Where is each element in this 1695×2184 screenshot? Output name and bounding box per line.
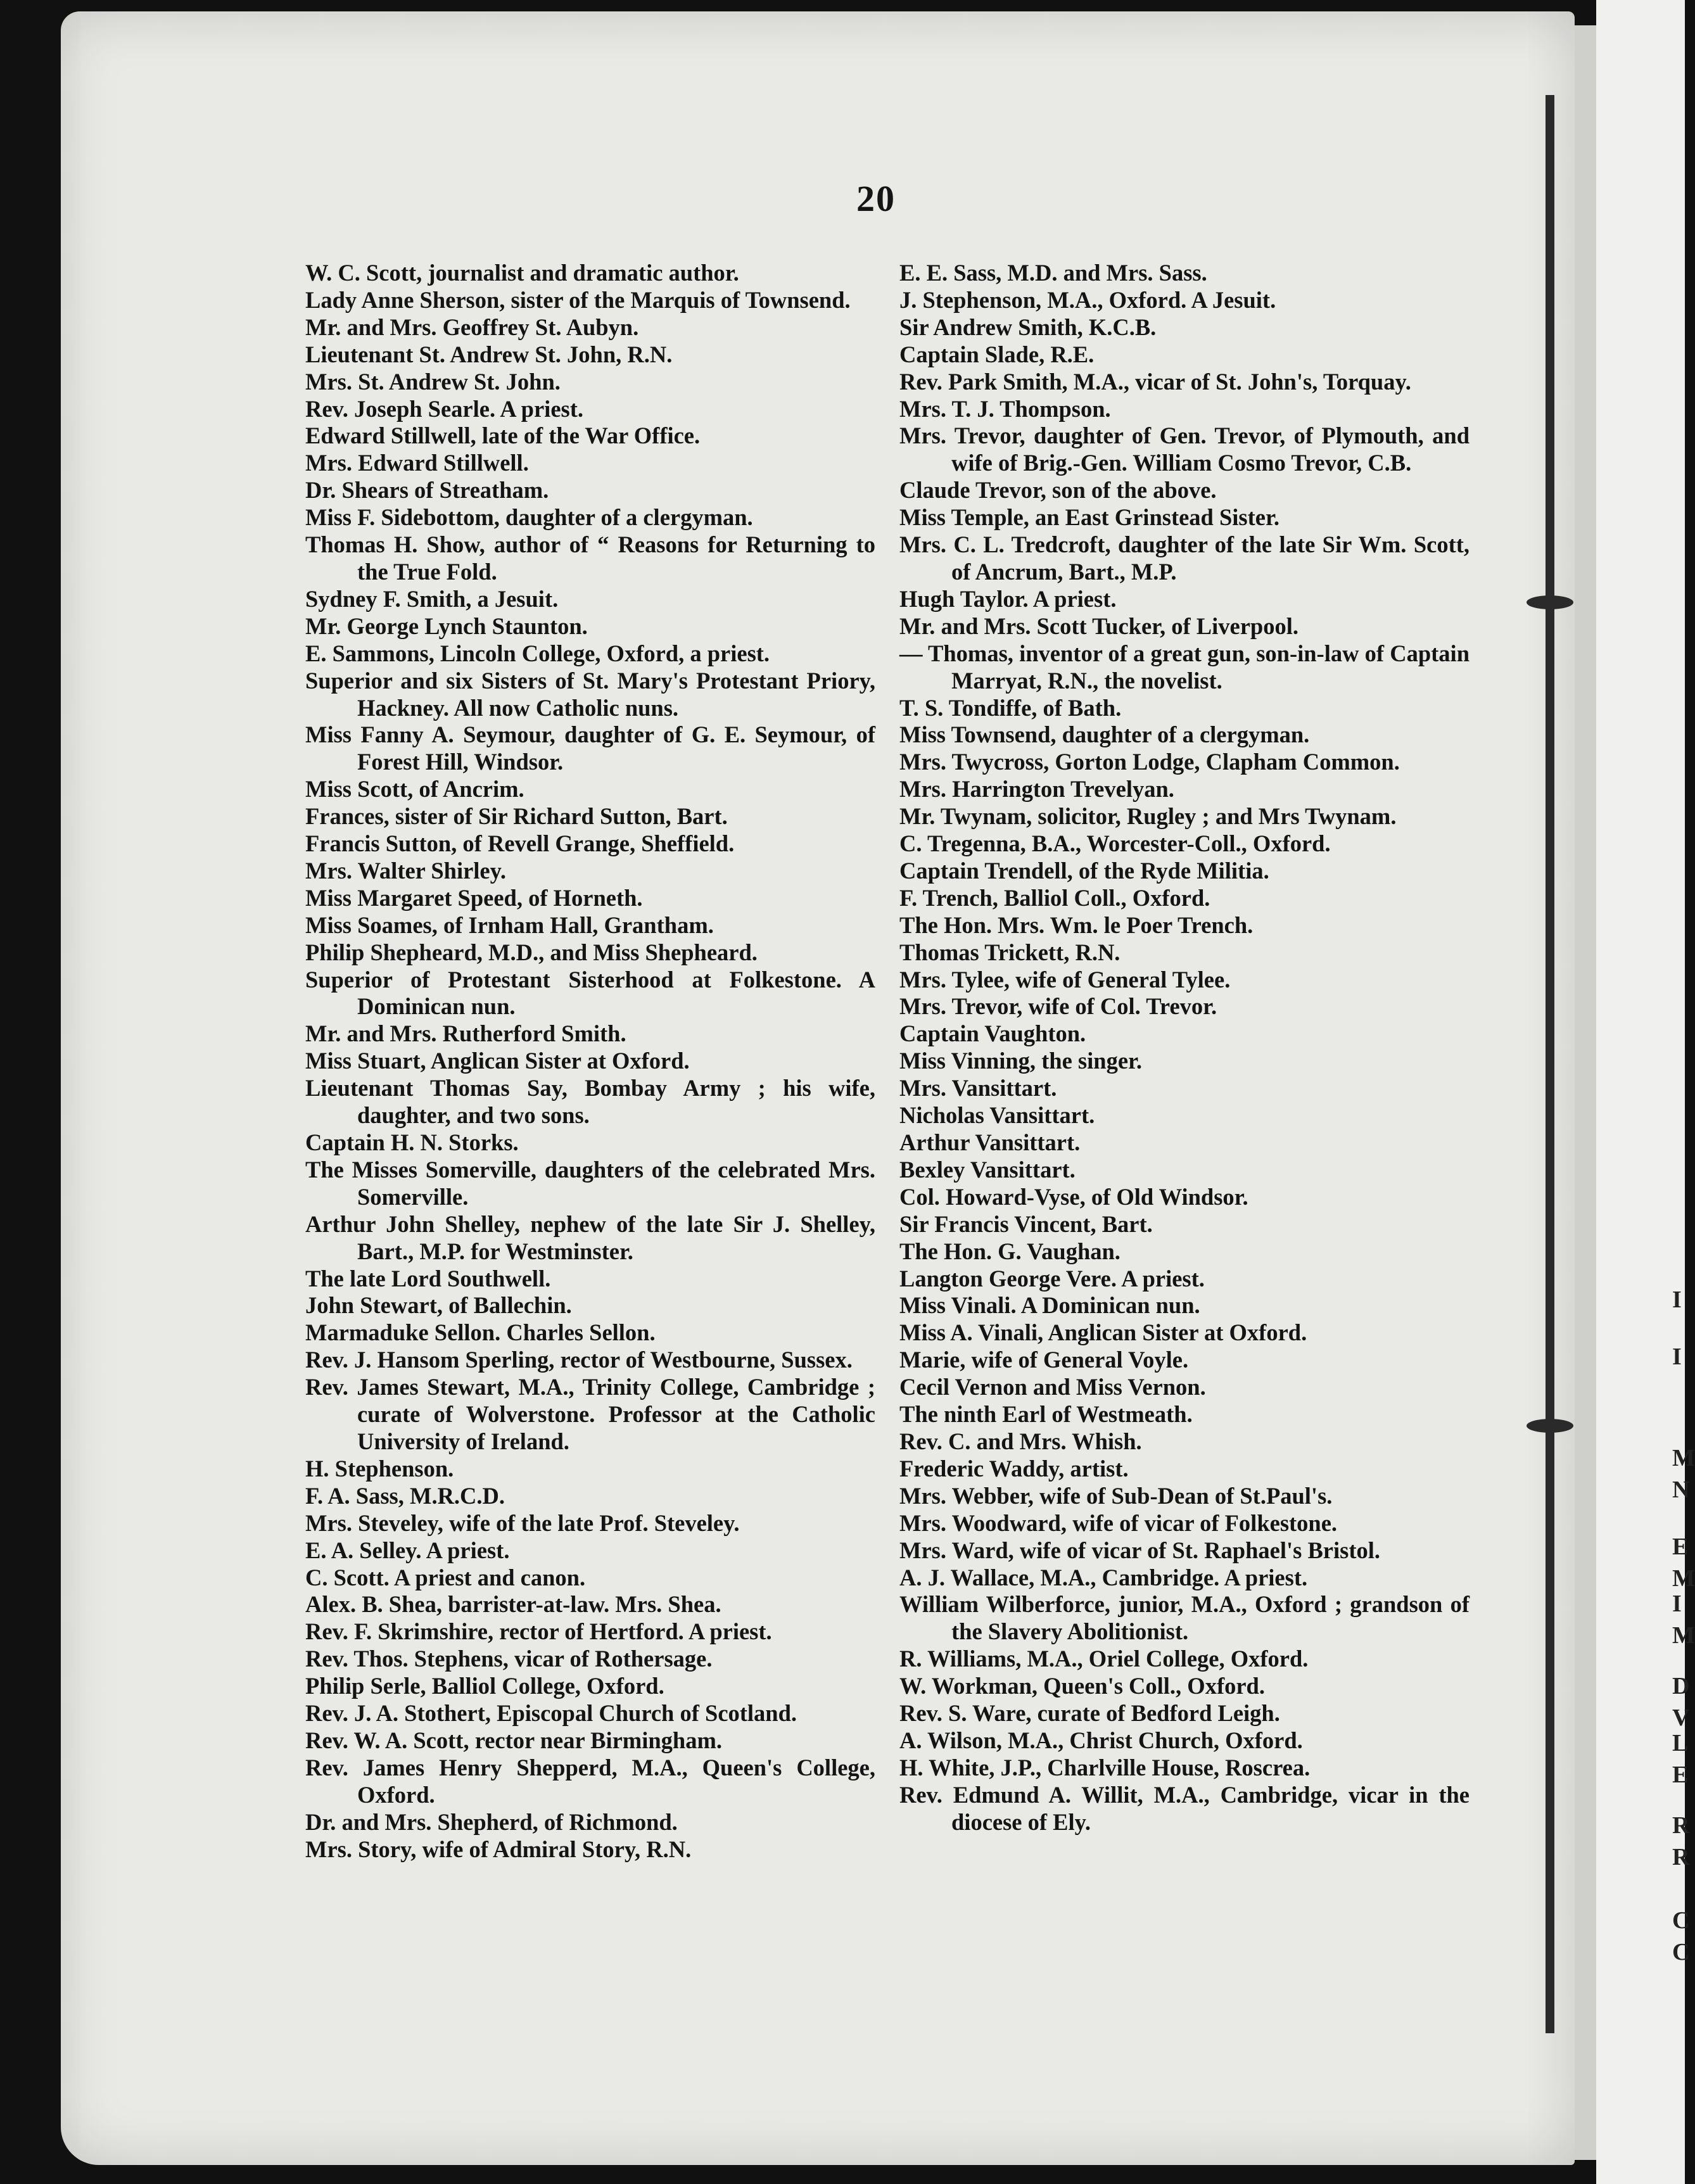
name-list-left bbox=[305, 260, 875, 1863]
book-page bbox=[61, 11, 1575, 2165]
list-item: E. Sammons, Lincoln College, Oxford, a priest. bbox=[305, 640, 770, 666]
list-item: Marmaduke Sellon. Charles Sellon. bbox=[305, 1319, 656, 1346]
list-item: E. A. Selley. A priest. bbox=[305, 1537, 510, 1563]
list-item: Miss Fanny A. Seymour, daughter of G. E. Seymour, of Forest Hill, Windsor. bbox=[305, 721, 875, 775]
list-item: Mr. and Mrs. Scott Tucker, of Liverpool. bbox=[899, 613, 1298, 639]
list-item: Mr. George Lynch Staunton. bbox=[305, 613, 588, 639]
list-item: Rev. S. Ware, curate of Bedford Leigh. bbox=[899, 1700, 1280, 1727]
list-item: Francis Sutton, of Revell Grange, Sheffield. bbox=[305, 830, 735, 857]
list-item: The Hon. G. Vaughan. bbox=[899, 1238, 1120, 1264]
right-column bbox=[899, 260, 1470, 1836]
list-item: Dr. and Mrs. Shepherd, of Richmond. bbox=[305, 1808, 678, 1835]
list-item: Arthur Vansittart. bbox=[899, 1129, 1081, 1155]
list-item: Philip Shepheard, M.D., and Miss Shepheard. bbox=[305, 939, 758, 965]
list-item: C. Scott. A priest and canon. bbox=[305, 1564, 586, 1590]
list-item: The late Lord Southwell. bbox=[305, 1265, 551, 1292]
list-item: J. Stephenson, M.A., Oxford. A Jesuit. bbox=[899, 286, 1276, 313]
list-item: Captain Slade, R.E. bbox=[899, 341, 1095, 367]
list-item: F. Trench, Balliol Coll., Oxford. bbox=[899, 884, 1210, 911]
list-item: Mrs. Trevor, daughter of Gen. Trevor, of Plymouth, and wife of Brig.-Gen. William Cosmo Trevor, C.B. bbox=[899, 422, 1470, 476]
list-item: Mrs. Trevor, wife of Col. Trevor. bbox=[899, 993, 1217, 1020]
list-item: Thomas Trickett, R.N. bbox=[899, 939, 1120, 965]
list-item: A. J. Wallace, M.A., Cambridge. A priest. bbox=[899, 1564, 1308, 1590]
list-item: Miss F. Sidebottom, daughter of a clergyman. bbox=[305, 504, 753, 531]
next-page-letter: E bbox=[1672, 1533, 1689, 1560]
list-item: Arthur John Shelley, nephew of the late Sir J. Shelley, Bart., M.P. for Westminster. bbox=[305, 1210, 875, 1264]
list-item: W. C. Scott, journalist and dramatic author. bbox=[305, 260, 739, 286]
list-item: Marie, wife of General Voyle. bbox=[899, 1347, 1189, 1373]
list-item: E. E. Sass, M.D. and Mrs. Sass. bbox=[899, 260, 1207, 286]
list-item: C. Tregenna, B.A., Worcester-Coll., Oxford. bbox=[899, 830, 1331, 857]
list-item: John Stewart, of Ballechin. bbox=[305, 1292, 572, 1319]
next-page-letter: D bbox=[1672, 1673, 1690, 1699]
name-list-right bbox=[899, 260, 1470, 1836]
next-page-letter: I bbox=[1672, 1286, 1682, 1313]
next-page-letter: M bbox=[1672, 1445, 1695, 1471]
list-item: Mrs. Vansittart. bbox=[899, 1075, 1057, 1102]
list-item: Edward Stillwell, late of the War Office. bbox=[305, 422, 701, 449]
list-item: Cecil Vernon and Miss Vernon. bbox=[899, 1374, 1206, 1400]
list-item: Miss Stuart, Anglican Sister at Oxford. bbox=[305, 1048, 690, 1074]
next-page-letter: C bbox=[1672, 1939, 1690, 1965]
list-item: Frederic Waddy, artist. bbox=[899, 1455, 1129, 1482]
list-item: Miss Soames, of Irnham Hall, Grantham. bbox=[305, 911, 714, 938]
list-item: Alex. B. Shea, barrister-at-law. Mrs. Shea. bbox=[305, 1591, 721, 1618]
next-page-letter: V bbox=[1672, 1705, 1690, 1731]
next-page-letter: E bbox=[1672, 1762, 1689, 1788]
list-item: Sir Francis Vincent, Bart. bbox=[899, 1210, 1153, 1237]
list-item: Mr. and Mrs. Rutherford Smith. bbox=[305, 1020, 626, 1047]
list-item: Rev. J. A. Stothert, Episcopal Church of Scotland. bbox=[305, 1700, 797, 1727]
list-item: W. Workman, Queen's Coll., Oxford. bbox=[899, 1673, 1265, 1699]
list-item: Rev. F. Skrimshire, rector of Hertford. A priest. bbox=[305, 1618, 772, 1645]
list-item: Rev. C. and Mrs. Whish. bbox=[899, 1428, 1142, 1454]
left-column bbox=[305, 260, 875, 1863]
list-item: A. Wilson, M.A., Christ Church, Oxford. bbox=[899, 1727, 1303, 1753]
list-item: William Wilberforce, junior, M.A., Oxford ; grandson of the Slavery Abolitionist. bbox=[899, 1591, 1470, 1645]
list-item: Rev. Edmund A. Willit, M.A., Cambridge, vicar in the diocese of Ely. bbox=[899, 1781, 1470, 1835]
list-item: Superior and six Sisters of St. Mary's Protestant Priory, Hackney. All now Catholic nuns. bbox=[305, 667, 875, 721]
list-item: Mrs. Woodward, wife of vicar of Folkestone. bbox=[899, 1509, 1338, 1536]
next-page-letter: R bbox=[1672, 1812, 1690, 1839]
page-number: 20 bbox=[856, 178, 896, 219]
list-item: Rev. James Stewart, M.A., Trinity College, Cambridge ; curate of Wolverstone. Professor at the Catholic University of Ireland. bbox=[305, 1374, 875, 1454]
list-item: Miss Townsend, daughter of a clergyman. bbox=[899, 721, 1310, 748]
next-page-letter: N bbox=[1672, 1476, 1690, 1503]
list-item: T. S. Tondiffe, of Bath. bbox=[899, 694, 1122, 721]
list-item: Dr. Shears of Streatham. bbox=[305, 477, 549, 504]
next-page-letter: C bbox=[1672, 1907, 1690, 1934]
list-item: Mrs. Twycross, Gorton Lodge, Clapham Common. bbox=[899, 749, 1400, 775]
list-item: R. Williams, M.A., Oriel College, Oxford. bbox=[899, 1646, 1309, 1672]
list-item: Philip Serle, Balliol College, Oxford. bbox=[305, 1673, 664, 1699]
list-item: Miss A. Vinali, Anglican Sister at Oxford. bbox=[899, 1319, 1307, 1346]
list-item: Rev. James Henry Shepperd, M.A., Queen's College, Oxford. bbox=[305, 1754, 875, 1808]
list-item: Superior of Protestant Sisterhood at Folkestone. A Dominican nun. bbox=[305, 966, 875, 1020]
list-item: Rev. J. Hansom Sperling, rector of Westbourne, Sussex. bbox=[305, 1347, 853, 1373]
list-item: F. A. Sass, M.R.C.D. bbox=[305, 1482, 505, 1509]
list-item: Rev. Park Smith, M.A., vicar of St. John's, Torquay. bbox=[899, 368, 1411, 395]
list-item: Nicholas Vansittart. bbox=[899, 1102, 1095, 1129]
list-item: Captain Vaughton. bbox=[899, 1020, 1086, 1047]
list-item: Mrs. Edward Stillwell. bbox=[305, 450, 529, 476]
next-page-letter: M bbox=[1672, 1622, 1695, 1649]
list-item: Sydney F. Smith, a Jesuit. bbox=[305, 585, 559, 612]
list-item: Mrs. T. J. Thompson. bbox=[899, 395, 1111, 422]
list-item: H. White, J.P., Charlville House, Roscrea. bbox=[899, 1754, 1311, 1781]
list-item: Mr. Twynam, solicitor, Rugley ; and Mrs Twynam. bbox=[899, 803, 1397, 830]
list-item: Claude Trevor, son of the above. bbox=[899, 477, 1217, 504]
binding-knot bbox=[1527, 1419, 1573, 1433]
list-item: The Hon. Mrs. Wm. le Poer Trench. bbox=[899, 911, 1254, 938]
binding-thread bbox=[1546, 95, 1554, 2033]
page-edge bbox=[1575, 25, 1597, 2160]
list-item: Hugh Taylor. A priest. bbox=[899, 585, 1117, 612]
list-item: Mrs. Steveley, wife of the late Prof. Steveley. bbox=[305, 1509, 740, 1536]
next-page-strip bbox=[1596, 0, 1695, 2184]
list-item: Lieutenant St. Andrew St. John, R.N. bbox=[305, 341, 673, 367]
list-item: Col. Howard-Vyse, of Old Windsor. bbox=[899, 1183, 1248, 1210]
list-item: Sir Andrew Smith, K.C.B. bbox=[899, 314, 1157, 340]
list-item: Bexley Vansittart. bbox=[899, 1156, 1076, 1183]
list-item: Lady Anne Sherson, sister of the Marquis of Townsend. bbox=[305, 286, 851, 313]
list-item: Captain H. N. Storks. bbox=[305, 1129, 519, 1155]
list-item: Captain Trendell, of the Ryde Militia. bbox=[899, 857, 1269, 884]
list-item: Mrs. Ward, wife of vicar of St. Raphael's Bristol. bbox=[899, 1537, 1381, 1563]
list-item: The Misses Somerville, daughters of the celebrated Mrs. Somerville. bbox=[305, 1156, 875, 1210]
list-item: Thomas H. Show, author of “ Reasons for Returning to the True Fold. bbox=[305, 531, 875, 585]
list-item: Mrs. C. L. Tredcroft, daughter of the late Sir Wm. Scott, of Ancrum, Bart., M.P. bbox=[899, 531, 1470, 585]
list-item: Mrs. St. Andrew St. John. bbox=[305, 368, 561, 395]
list-item: Mrs. Harrington Trevelyan. bbox=[899, 776, 1174, 803]
list-item: Miss Temple, an East Grinstead Sister. bbox=[899, 504, 1279, 531]
next-page-letter: M bbox=[1672, 1565, 1695, 1592]
list-item: Miss Vinning, the singer. bbox=[899, 1048, 1143, 1074]
list-item: Miss Vinali. A Dominican nun. bbox=[899, 1292, 1200, 1319]
list-item: Rev. Thos. Stephens, vicar of Rothersage. bbox=[305, 1646, 713, 1672]
list-item: Miss Margaret Speed, of Horneth. bbox=[305, 884, 643, 911]
list-item: Mrs. Story, wife of Admiral Story, R.N. bbox=[305, 1836, 692, 1862]
list-item: Rev. Joseph Searle. A priest. bbox=[305, 395, 583, 422]
next-page-letter: R bbox=[1672, 1844, 1690, 1870]
next-page-letter: I bbox=[1672, 1590, 1682, 1617]
list-item: Mrs. Tylee, wife of General Tylee. bbox=[899, 966, 1231, 993]
list-item: Mrs. Walter Shirley. bbox=[305, 857, 506, 884]
list-item: H. Stephenson. bbox=[305, 1455, 454, 1482]
binding-knot bbox=[1527, 595, 1573, 609]
list-item: Langton George Vere. A priest. bbox=[899, 1265, 1205, 1292]
list-item: Frances, sister of Sir Richard Sutton, Bart. bbox=[305, 803, 728, 830]
list-item: Miss Scott, of Ancrim. bbox=[305, 776, 524, 803]
list-item: Mr. and Mrs. Geoffrey St. Aubyn. bbox=[305, 314, 639, 340]
list-item: The ninth Earl of Westmeath. bbox=[899, 1401, 1193, 1428]
next-page-letter: I bbox=[1672, 1343, 1682, 1370]
list-item: — Thomas, inventor of a great gun, son-in-law of Captain Marryat, R.N., the novelist. bbox=[899, 640, 1470, 694]
list-item: Rev. W. A. Scott, rector near Birmingham. bbox=[305, 1727, 722, 1753]
list-item: Mrs. Webber, wife of Sub-Dean of St.Paul's. bbox=[899, 1482, 1333, 1509]
list-item: Lieutenant Thomas Say, Bombay Army ; his wife, daughter, and two sons. bbox=[305, 1075, 875, 1129]
next-page-letter: L bbox=[1672, 1730, 1689, 1756]
